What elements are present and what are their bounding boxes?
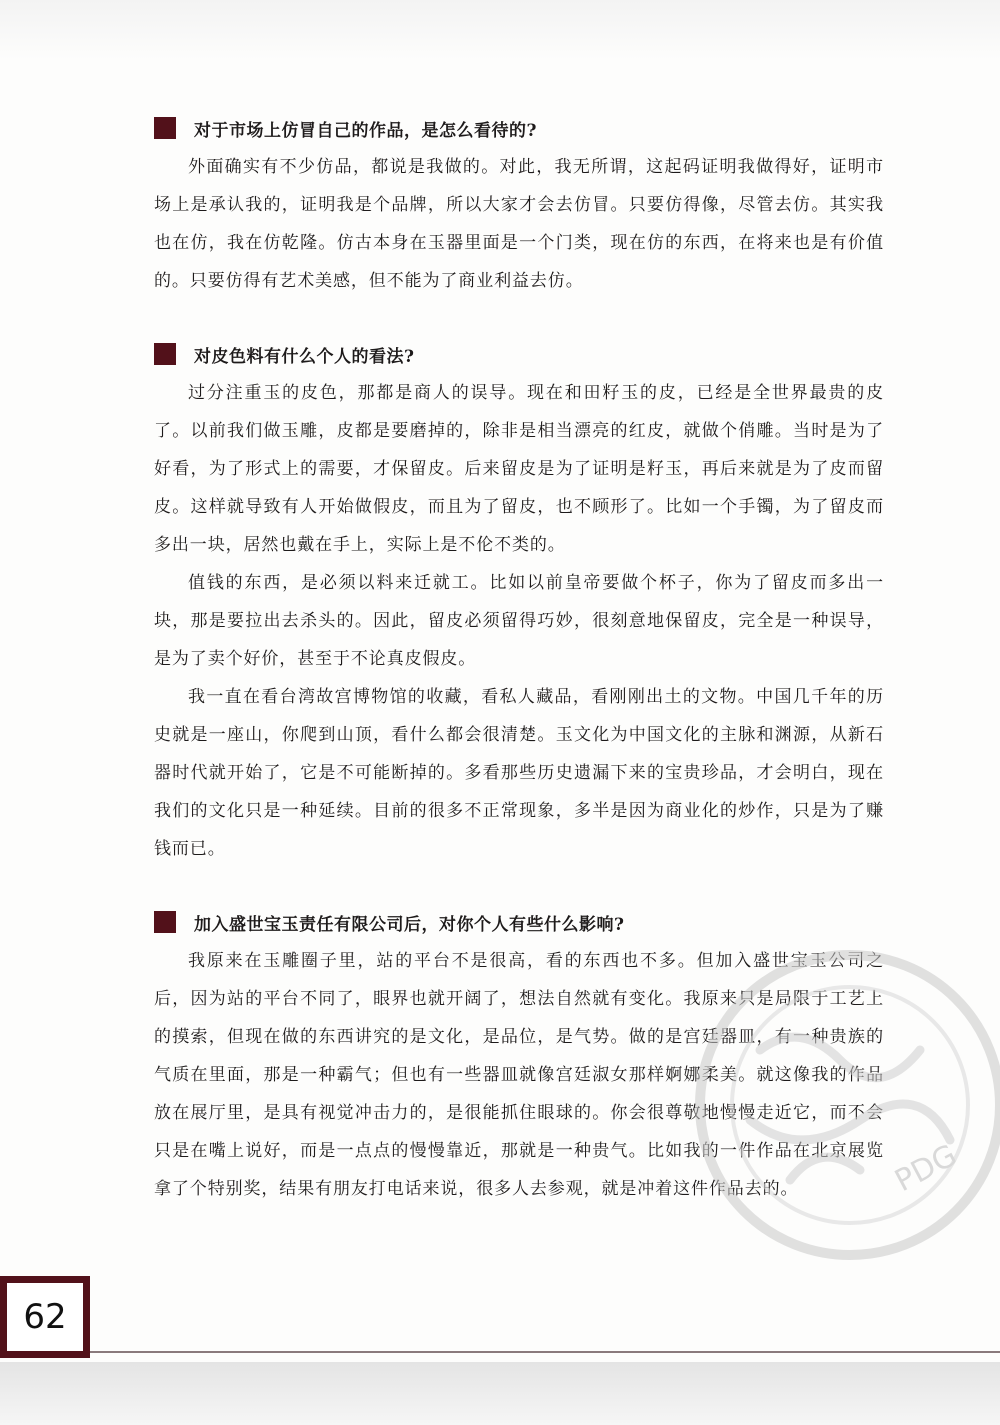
- heading-text: 加入盛世宝玉责任有限公司后，对你个人有些什么影响?: [194, 914, 625, 935]
- page-number: 62: [23, 1297, 67, 1337]
- section-heading: [154, 910, 884, 934]
- heading-square-icon: [154, 343, 176, 365]
- section-skin-color: [154, 342, 884, 868]
- heading-square-icon: [154, 117, 176, 139]
- paragraph: 外面确实有不少仿品，都说是我做的。对此，我无所谓，这起码证明我做得好，证明市场上是承认我的，证明我是个品牌，所以大家才会去仿冒。只要仿得像，尽管去仿。其实我也在仿，我在仿乾隆。仿古本身在玉器里面是一个门类，现在仿的东西，在将来也是有价值的。只要仿得有艺术美感，但不能为了商业利益去仿。: [154, 157, 884, 291]
- section-heading: [154, 116, 884, 140]
- section-heading: [154, 342, 884, 366]
- paragraph: 值钱的东西，是必须以料来迁就工。比如以前皇帝要做个杯子，你为了留皮而多出一块，那是要拉出去杀头的。因此，留皮必须留得巧妙，很刻意地保留皮，完全是一种误导，是为了卖个好价，甚至于不论真皮假皮。: [154, 573, 884, 669]
- section-company-influence: [154, 910, 884, 1208]
- paragraph: 过分注重玉的皮色，那都是商人的误导。现在和田籽玉的皮，已经是全世界最贵的皮了。以前我们做玉雕，皮都是要磨掉的，除非是相当漂亮的红皮，就做个俏雕。当时是为了好看，为了形式上的需要，才保留皮。后来留皮是为了证明是籽玉，再后来就是为了皮而留皮。这样就导致有人开始做假皮，而且为了留皮，也不顾形了。比如一个手镯，为了留皮而多出一块，居然也戴在手上，实际上是不伦不类的。: [154, 383, 884, 555]
- bottom-rule: [90, 1351, 1000, 1353]
- paragraph: 我原来在玉雕圈子里，站的平台不是很高，看的东西也不多。但加入盛世宝玉公司之后，因为站的平台不同了，眼界也就开阔了，想法自然就有变化。我原来只是局限于工艺上的摸索，但现在做的东西讲究的是文化，是品位，是气势。做的是宫廷器皿，有一种贵族的气质在里面，那是一种霸气；但也有一些器皿就像宫廷淑女那样婀娜柔美。就这像我的作品放在展厅里，是具有视觉冲击力的，是很能抓住眼球的。你会很尊敬地慢慢走近它，而不会只是在嘴上说好，而是一点点的慢慢靠近，那就是一种贵气。比如我的一件作品在北京展览拿了个特别奖，结果有朋友打电话来说，很多人去参观，就是冲着这件作品去的。: [154, 951, 884, 1199]
- section-counterfeits: [154, 116, 884, 300]
- bottom-scan-shade: [0, 1362, 1000, 1425]
- paragraph: 我一直在看台湾故宫博物馆的收藏，看私人藏品，看刚刚出土的文物。中国几千年的历史就是一座山，你爬到山顶，看什么都会很清楚。玉文化为中国文化的主脉和渊源，从新石器时代就开始了，它是不可能断掉的。多看那些历史遗漏下来的宝贵珍品，才会明白，现在我们的文化只是一种延续。目前的很多不正常现象，多半是因为商业化的炒作，只是为了赚钱而已。: [154, 687, 884, 859]
- watermark-label: PDG: [889, 1137, 963, 1200]
- heading-square-icon: [154, 911, 176, 933]
- page-number-box: [0, 1276, 90, 1358]
- top-scan-shadow: [0, 0, 1000, 60]
- heading-text: 对于市场上仿冒自己的作品，是怎么看待的?: [194, 120, 537, 141]
- heading-text: 对皮色料有什么个人的看法?: [194, 346, 415, 367]
